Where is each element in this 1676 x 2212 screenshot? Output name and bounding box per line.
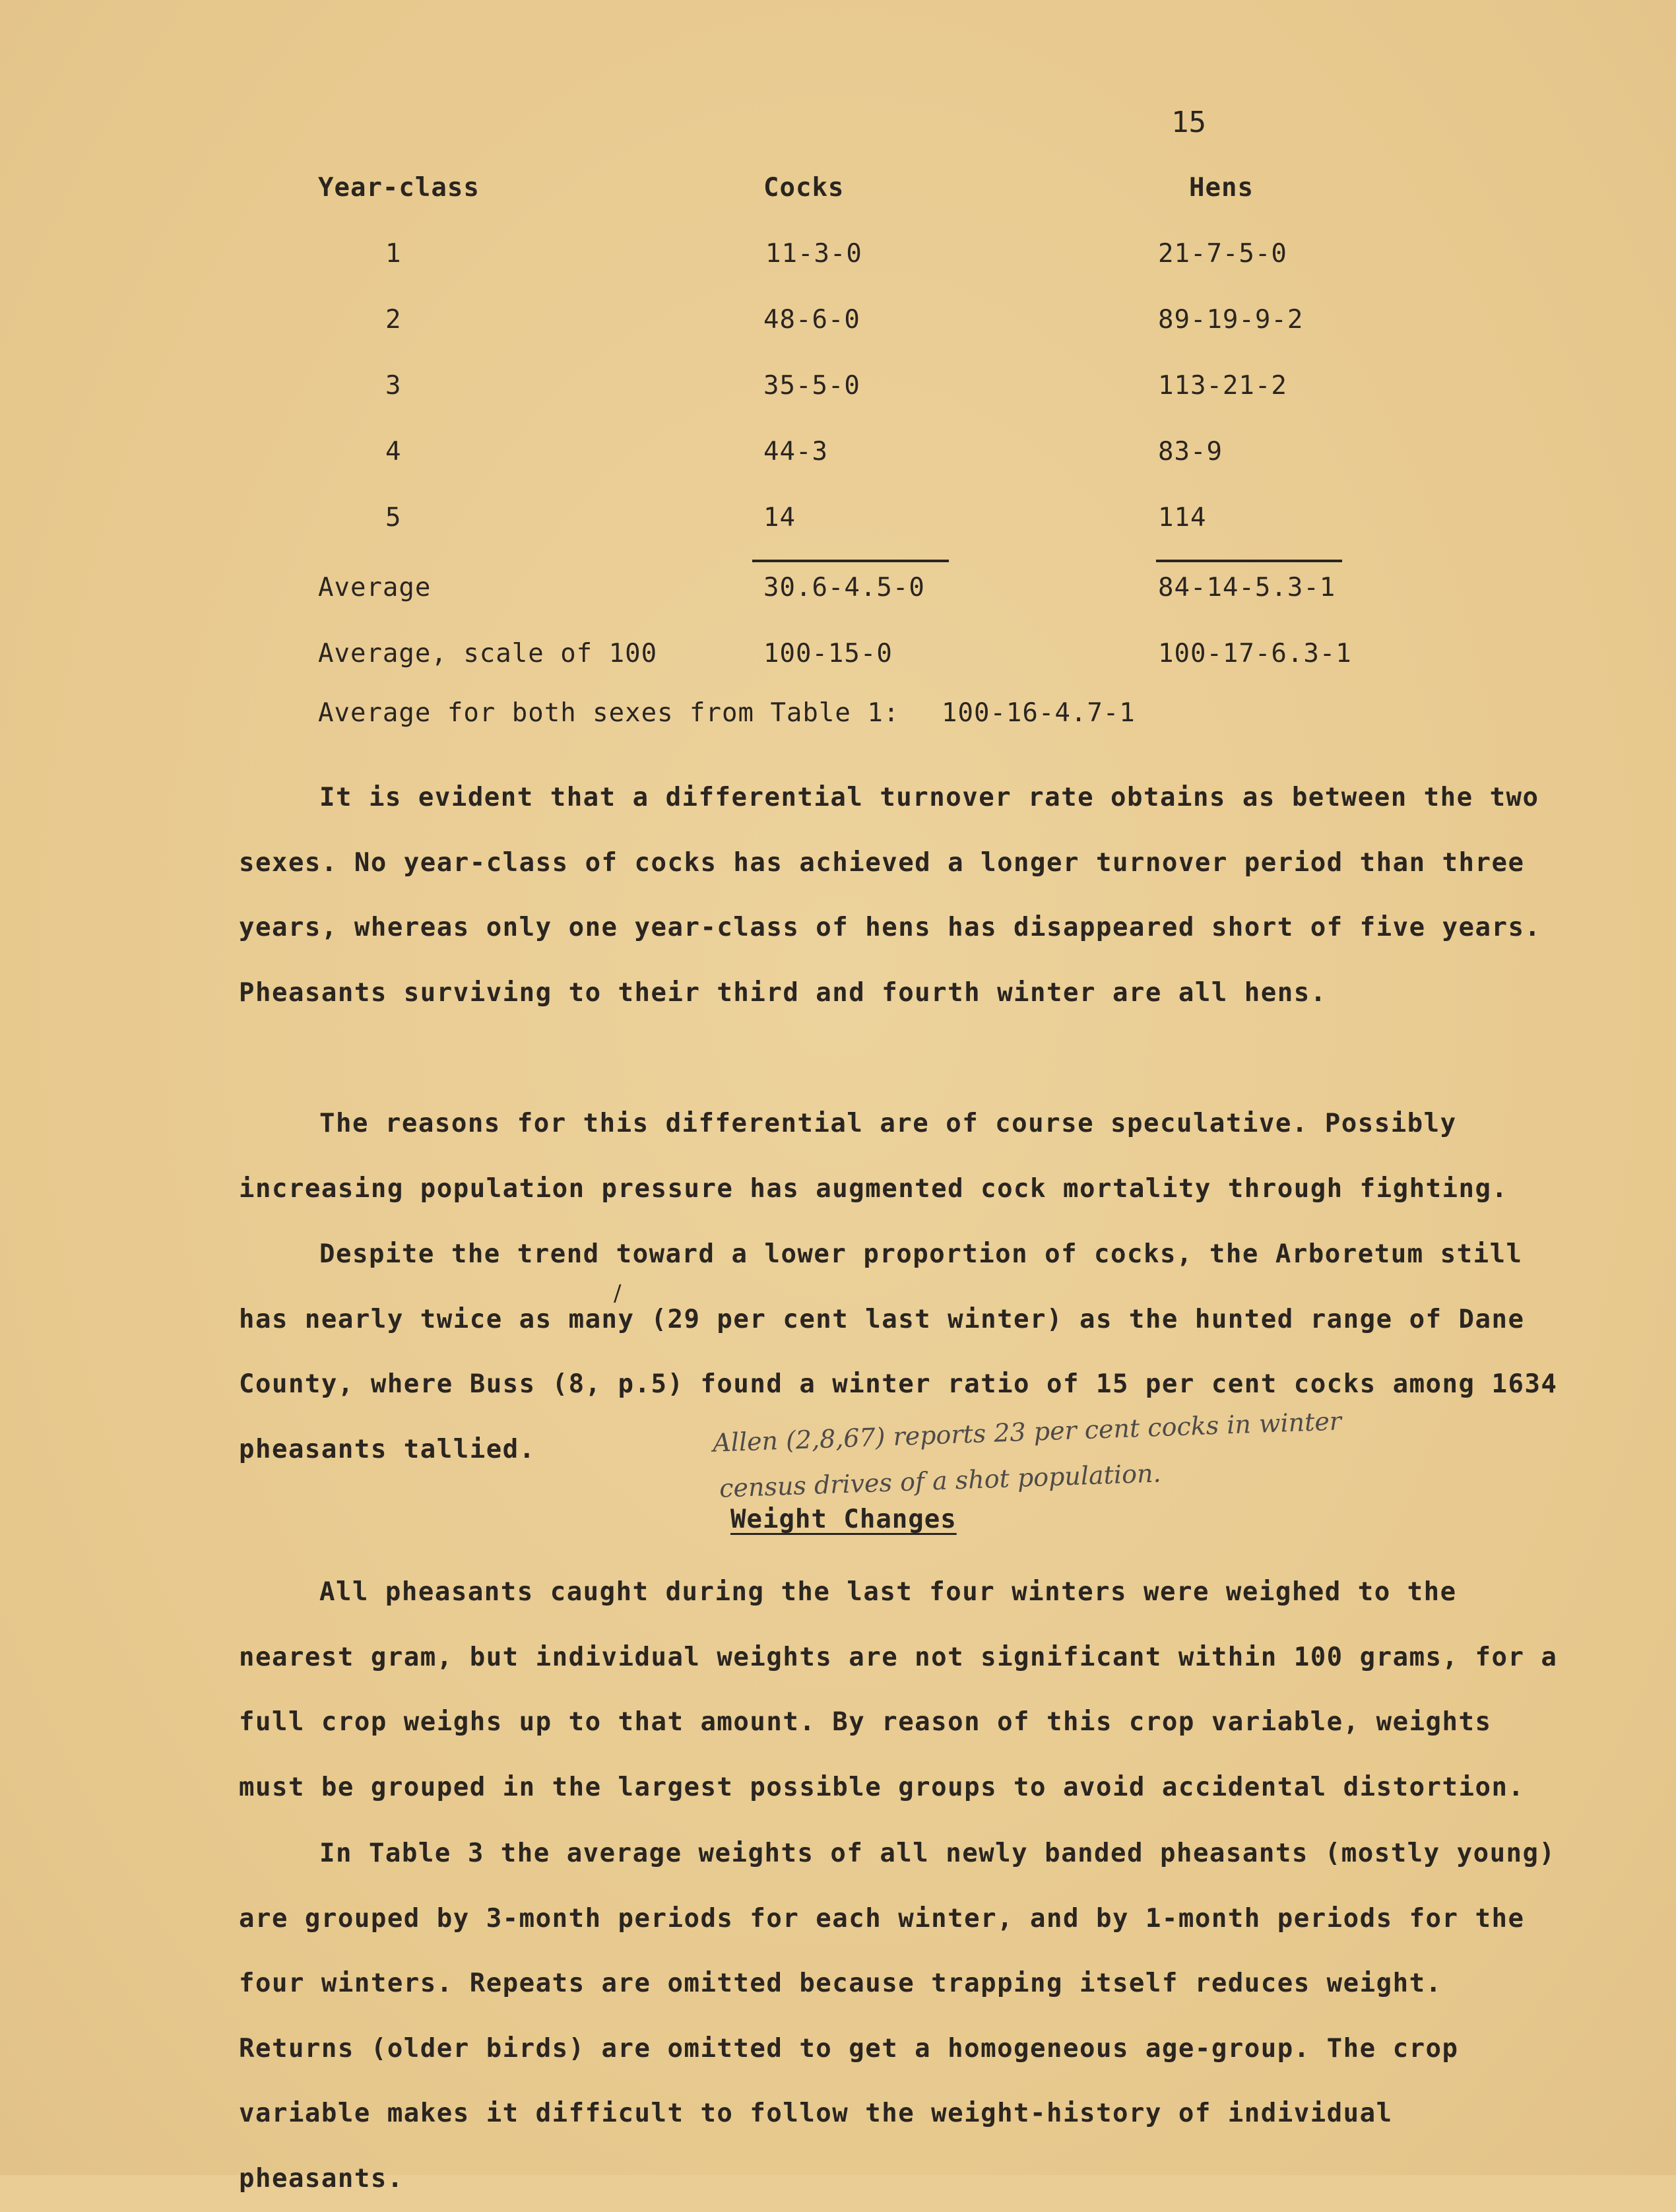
- header-hens: Hens: [1189, 173, 1254, 203]
- page-number: 15: [1171, 106, 1206, 139]
- both-sexes-label: Average for both sexes from Table 1:: [318, 698, 900, 728]
- row-1-hens: 21-7-5-0: [1158, 239, 1287, 269]
- row-2-year-class: 2: [385, 305, 402, 335]
- row-4-year-class: 4: [385, 437, 402, 467]
- section-heading-weight-changes: Weight Changes: [730, 1505, 957, 1534]
- row-4-hens: 83-9: [1158, 437, 1223, 467]
- average-scaled-label: Average, scale of 100: [318, 639, 658, 668]
- header-year-class: Year-class: [318, 173, 480, 203]
- both-sexes-value: 100-16-4.7-1: [942, 698, 1136, 728]
- paragraph-table-3: In Table 3 the average weights of all newly banded pheasants (mostly young) are grouped by 3-month periods for each winter, and by 1-month periods for the four winters. Repeats are omitted because trapping itself reduces weight. Returns (older birds) are omitted to get a homogeneous age-group. The crop variable makes it difficult to follow the weight-history of individual pheasants.: [239, 1838, 1556, 2194]
- row-1-year-class: 1: [385, 239, 402, 269]
- sum-rule-cocks: [752, 560, 949, 562]
- paragraph-weighing: All pheasants caught during the last four winters were weighed to the nearest gram, but individual weights are not significant within 100 grams, for a full crop weighs up to that amount. By reason of this crop variable, weights must be grouped in the largest possible groups to avoid accidental distortion.: [239, 1577, 1558, 1802]
- average-hens: 84-14-5.3-1: [1158, 573, 1336, 602]
- row-2-hens: 89-19-9-2: [1158, 305, 1304, 335]
- row-5-cocks: 14: [763, 503, 796, 533]
- handwritten-note-line-2: census drives of a shot population.: [719, 1458, 1162, 1503]
- paragraph-differential: It is evident that a differential turnover rate obtains as between the two sexes. No year-class of cocks has achieved a longer turnover period than three years, whereas only one year-class of hens has disappeared short of five years. Pheasants surviving to their third and fourth winter are all hens.: [239, 783, 1541, 1008]
- row-3-cocks: 35-5-0: [763, 371, 860, 401]
- row-4-cocks: 44-3: [763, 437, 828, 467]
- header-cocks: Cocks: [763, 173, 845, 203]
- average-cocks: 30.6-4.5-0: [763, 573, 925, 602]
- average-label: Average: [318, 573, 432, 602]
- handwritten-note-line-1: Allen (2,8,67) reports 23 per cent cocks in winter: [712, 1406, 1342, 1458]
- average-scaled-hens: 100-17-6.3-1: [1158, 639, 1352, 668]
- average-scaled-cocks: 100-15-0: [763, 639, 893, 668]
- sum-rule-hens: [1156, 560, 1342, 562]
- row-3-year-class: 3: [385, 371, 402, 401]
- handwritten-tick-mark: /: [614, 1280, 622, 1307]
- paragraph-arboretum: Despite the trend toward a lower proportion of cocks, the Arboretum still has nearly twice as many (29 per cent last winter) as the hunted range of Dane County, where Buss (8, p.5) found a winter ratio of 15 per cent cocks among 1634 pheasants tallied.: [239, 1239, 1558, 1464]
- row-5-hens: 114: [1158, 503, 1207, 533]
- paragraph-reasons: The reasons for this differential are of course speculative. Possibly increasing population pressure has augmented cock mortality through fighting.: [239, 1109, 1508, 1204]
- row-2-cocks: 48-6-0: [763, 305, 860, 335]
- row-1-cocks: 11-3-0: [765, 239, 862, 269]
- row-3-hens: 113-21-2: [1158, 371, 1287, 401]
- row-5-year-class: 5: [385, 503, 402, 533]
